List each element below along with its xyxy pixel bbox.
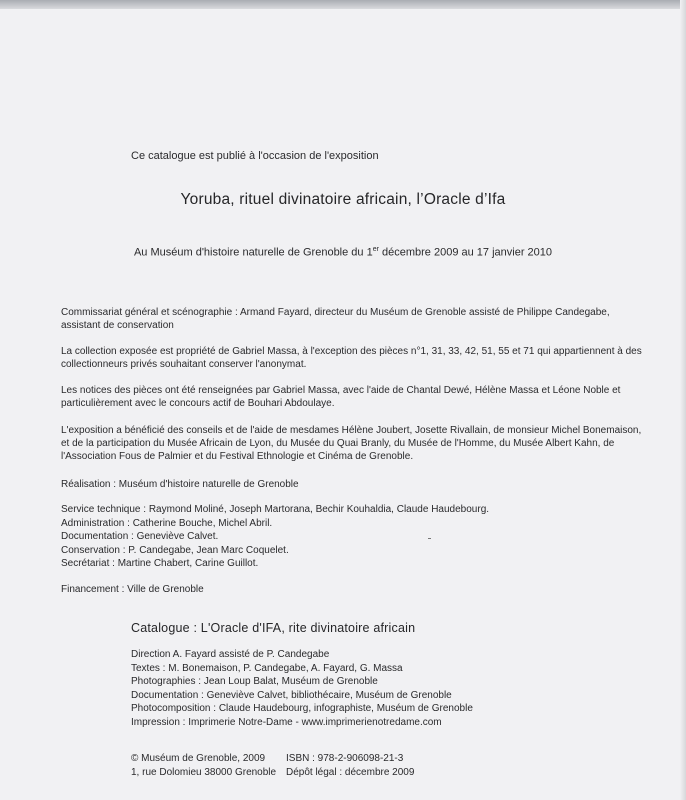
intro-text: Ce catalogue est publié à l'occasion de l'exposition (131, 150, 379, 162)
catalogue-credits (131, 648, 473, 729)
staff-line: Service technique : Raymond Moliné, Joseph Martorana, Bechir Kouhaldia, Claude Haudebourg. (61, 504, 490, 515)
staff-line: Secrétariat : Martine Chabert, Carine Guillot. (61, 558, 259, 569)
scan-top-edge (0, 0, 686, 9)
credits-paragraph (61, 306, 651, 332)
staff-line: Conservation : P. Candegabe, Jean Marc Coquelet. (61, 544, 289, 556)
collection-paragraph (61, 345, 651, 371)
catalogue-line: Documentation : Geneviève Calvet, bibliothécaire, Muséum de Grenoble (131, 689, 452, 701)
paragraph-text: L'exposition a bénéficié des conseils et de l'aide de mesdames Hélène Joubert, Josette Rivallain, de monsieur Michel Bonemaison, et de la participation du Musée Africain de Lyon, du Musée du Quai Branly, du Musée de l'Homme, du Musée Albert Kahn, de l'Association Fous de Palmier et du Festival Ethnologie et Cinéma de Grenoble. (61, 425, 642, 462)
dates-ordinal: er (372, 246, 379, 253)
footer-line: 1, rue Dolomieu 38000 Grenoble (131, 766, 277, 778)
paragraph-text: Les notices des pièces ont été renseignées par Gabriel Massa, avec l'aide de Chantal Dewé, Hélène Massa et Léone Noble et particulièrement avec le concours actif de Bouhari Abdoulaye. (61, 385, 621, 409)
footer-line: Dépôt légal : décembre 2009 (286, 766, 415, 778)
financement: Financement : Ville de Grenoble (61, 584, 204, 595)
staff-list (61, 503, 651, 571)
catalogue-line: Photocomposition : Claude Haudebourg, infographiste, Muséum de Grenoble (131, 703, 473, 714)
staff-line: Administration : Catherine Bouche, Michel Abril. (61, 517, 273, 529)
footer-copyright (131, 752, 276, 779)
footer-line: ISBN : 978-2-906098-21-3 (286, 753, 404, 764)
paper-speck (428, 538, 431, 539)
scan-right-edge (680, 0, 686, 800)
paragraph-text: La collection exposée est propriété de Gabriel Massa, à l'exception des pièces n°1, 31, 33, 42, 51, 55 et 71 qui appartiennent à des collectionneurs privés souhaitant conserver l'anonymat. (61, 346, 642, 370)
catalogue-line: Photographies : Jean Loup Balat, Muséum de Grenoble (131, 676, 378, 687)
staff-line: Documentation : Geneviève Calvet. (61, 531, 219, 542)
catalogue-line: Textes : M. Bonemaison, P. Candegabe, A. Fayard, G. Massa (131, 662, 403, 674)
exhibition-dates (0, 246, 686, 259)
notices-paragraph (61, 384, 651, 410)
catalogue-title: Catalogue : L'Oracle d'IFA, rite divinatoire africain (131, 621, 416, 635)
footer-line: © Muséum de Grenoble, 2009 (131, 753, 266, 764)
exhibition-title: Yoruba, rituel divinatoire africain, l’Oracle d’Ifa (180, 191, 506, 208)
dates-after: décembre 2009 au 17 janvier 2010 (378, 246, 553, 259)
realisation-paragraph (61, 478, 651, 491)
paragraph-text: Commissariat général et scénographie : Armand Fayard, directeur du Muséum de Grenoble assisté de Philippe Candegabe, assistant de conservation (61, 307, 610, 331)
paragraph-text: Réalisation : Muséum d'histoire naturelle de Grenoble (61, 479, 299, 490)
footer-isbn (286, 752, 414, 779)
catalogue-line: Direction A. Fayard assisté de P. Candegabe (131, 649, 330, 660)
dates-before: Au Muséum d'histoire naturelle de Grenoble du 1 (133, 246, 373, 259)
catalogue-line: Impression : Imprimerie Notre-Dame - www.imprimerienotredame.com (131, 716, 442, 728)
acknowledgements-paragraph (61, 424, 651, 463)
